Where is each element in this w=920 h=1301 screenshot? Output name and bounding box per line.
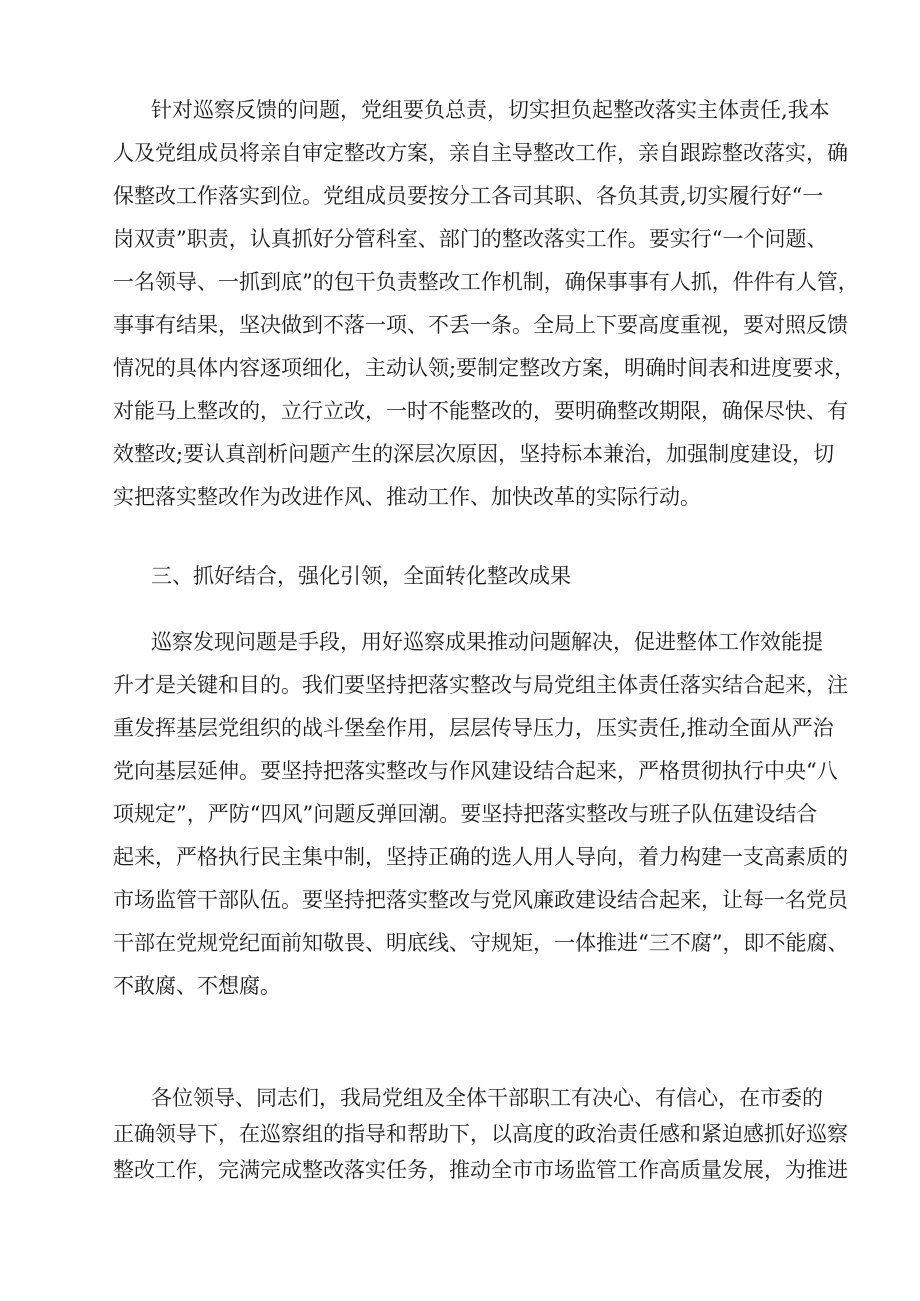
text-line: 一名领导、一抓到底”的包干负责整改工作机制，确保事事有人抓，件件有人管，	[113, 270, 859, 294]
text-line: 整改工作，完满完成整改落实任务，推动全市市场监管工作高质量发展，为推进	[113, 1158, 848, 1182]
paragraph-closing-remarks	[113, 1080, 848, 1188]
paragraph-combine-rectification	[113, 621, 849, 1008]
text-line: 针对巡察反馈的问题，党组要负总责，切实担负起整改落实主体责任,我本	[151, 98, 830, 122]
text-line: 岗双责”职责，认真抓好分管科室、部门的整改落实工作。要实行“一个问题、	[113, 227, 828, 251]
text-line: 各位领导、同志们，我局党组及全体干部职工有决心、有信心，在市委的	[151, 1086, 823, 1110]
text-line: 重发挥基层党组织的战斗堡垒作用，层层传导压力，压实责任,推动全面从严治	[113, 716, 834, 740]
paragraph-rectification-responsibility	[113, 89, 859, 519]
text-line: 事事有结果，坚决做到不落一项、不丢一条。全局上下要高度重视，要对照反馈	[113, 313, 848, 337]
text-line: 对能马上整改的，立行立改，一时不能整改的，要明确整改期限，确保尽快、有	[113, 399, 848, 423]
text-line: 起来，严格执行民主集中制，坚持正确的选人用人导向，着力构建一支高素质的	[113, 845, 848, 869]
text-line: 人及党组成员将亲自审定整改方案，亲自主导整改工作，亲自跟踪整改落实，确	[113, 141, 848, 165]
text-line: 情况的具体内容逐项细化，主动认领;要制定整改方案，明确时间表和进度要求，	[113, 356, 856, 380]
text-line: 实把落实整改作为改进作风、推动工作、加快改革的实际行动。	[113, 485, 701, 509]
text-line: 党向基层延伸。要坚持把落实整改与作风建设结合起来，严格贯彻执行中央“八	[113, 759, 838, 783]
text-line: 巡察发现问题是手段，用好巡察成果推动问题解决，促进整体工作效能提	[151, 630, 823, 654]
section-heading-three	[113, 555, 808, 598]
text-line: 正确领导下，在巡察组的指导和帮助下，以高度的政治责任感和紧迫感抓好巡察	[113, 1122, 848, 1146]
text-line: 不敢腐、不想腐。	[113, 974, 281, 998]
text-line: 效整改;要认真剖析问题产生的深层次原因，坚持标本兼治，加强制度建设，切	[113, 442, 835, 466]
text-line: 升才是关键和目的。我们要坚持把落实整改与局党组主体责任落实结合起来，注	[113, 673, 848, 697]
text-line: 市场监管干部队伍。要坚持把落实整改与党风廉政建设结合起来，让每一名党员	[113, 888, 848, 912]
heading-text: 三、抓好结合，强化引领，全面转化整改成果	[151, 564, 571, 588]
text-line: 保整改工作落实到位。党组成员要按分工各司其职、各负其责,切实履行好“一	[113, 184, 824, 208]
text-line: 干部在党规党纪面前知敬畏、明底线、守规矩，一体推进“三不腐”，即不能腐、	[113, 931, 849, 955]
text-line: 项规定”，严防“四风”问题反弹回潮。要坚持把落实整改与班子队伍建设结合	[113, 802, 818, 826]
